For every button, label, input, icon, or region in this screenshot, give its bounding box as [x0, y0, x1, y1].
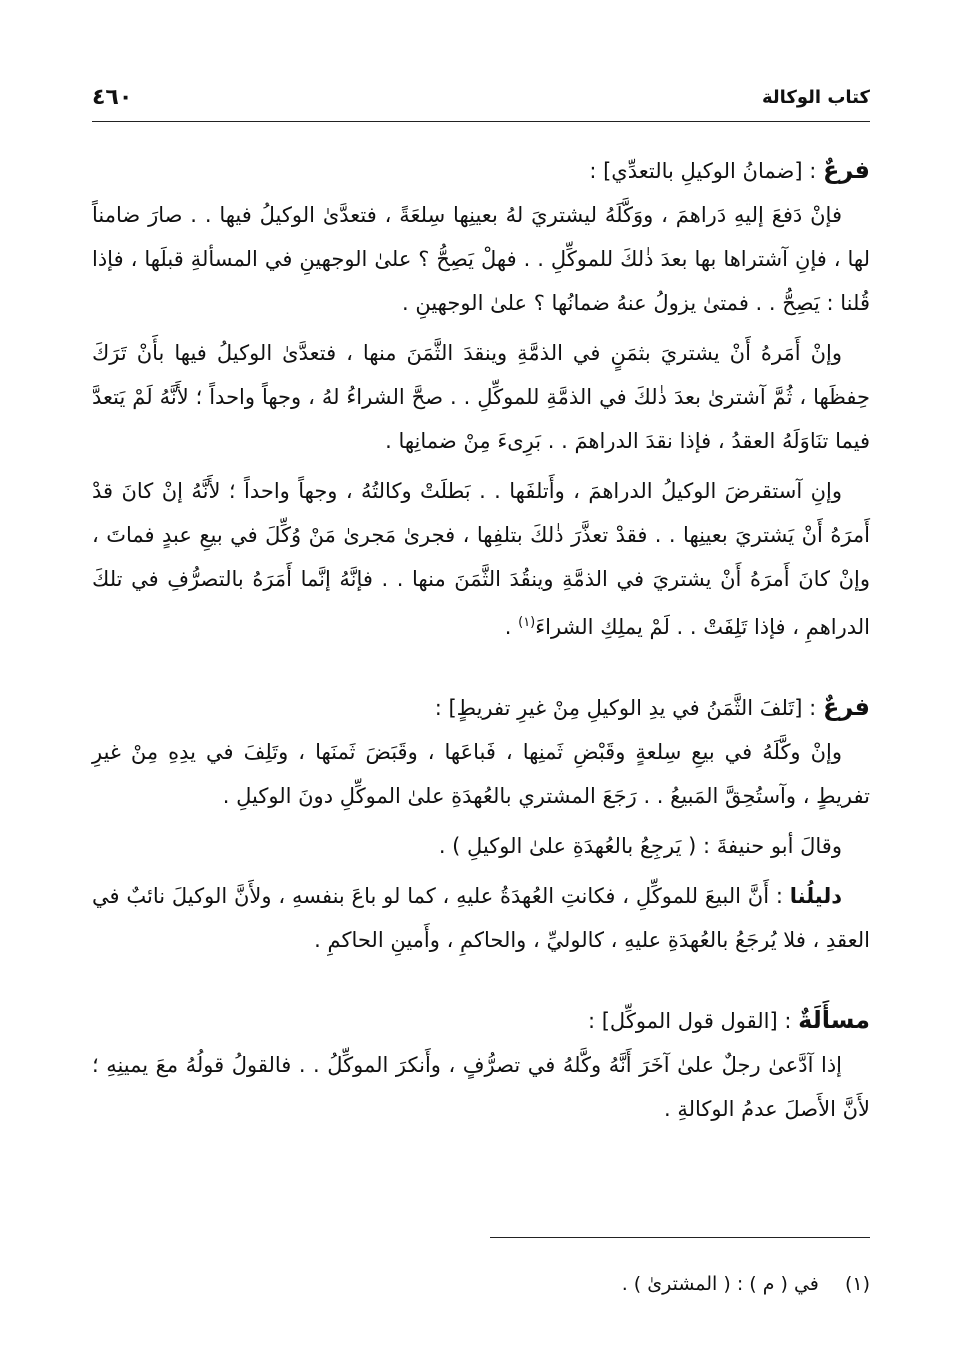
section-heading — [92, 685, 870, 730]
paragraph-text: : أَنَّ البيعَ للموكِّلِ ، فكانتِ العُهدَةُ عليهِ ، كما لو باعَ بنفسهِ ، ولأَنَّ الوكيلَ نائبٌ في العقدِ ، فلا يُرجَعُ بالعُهدَةِ عليهِ ، كالوليِّ ، والحاكمِ ، وأَمينِ الحاكمِ . — [92, 884, 870, 952]
page-number: ٤٦٠ — [92, 84, 133, 110]
running-header — [92, 82, 870, 112]
section-title: : [تَلفَ الثَّمَنُ في يدِ الوكيلِ مِنْ غيرِ تفريطٍ] : — [434, 696, 817, 720]
footnote-divider — [490, 1237, 870, 1238]
section-heading — [92, 148, 870, 193]
header-divider — [92, 121, 870, 122]
paragraph — [92, 874, 870, 962]
footnote — [92, 1268, 870, 1300]
paragraph: وإنْ أَمَرهُ أَنْ يشتريَ بثمَنٍ في الذمَّةِ وينقدَ الثَّمَنَ منها ، فتعدَّىٰ الوكيلُ فيها بأَنْ تَرَكَ حِفظَها ، ثُمَّ آشترىٰ بعدَ ذٰلكَ في الذمَّةِ للموكِّلِ . . صحَّ الشراءُ لهُ ، وجهاً واحداً ؛ لأَنَّهُ لَمْ يَتعدَّ فيما تنَاوَلَهُ العقدُ ، فإذا نقدَ الدراهمَ . . بَرِىءَ مِنْ ضمانِها . — [92, 341, 870, 453]
footnote-marker: (١) — [518, 615, 536, 630]
paragraph-end: . — [504, 615, 519, 639]
paragraph — [92, 469, 870, 649]
section-gap — [92, 968, 870, 998]
paragraph: وإنْ وكَّلَهُ في بيعِ سِلعةٍ وقَبْضِ ثَمنِها ، فَباعَها ، وقَبَضَ ثَمنَها ، وتَلِفَ في يدِهِ مِنْ غيرِ تفريطٍ ، وآستُحِقَّ المَبيعُ . . رَجَعَ المشتري بالعُهدَةِ علىٰ الموكِّلِ دونَ الوكيلِ . — [92, 740, 870, 808]
section-tag: مسأَلَةٌ — [798, 1006, 870, 1034]
section-heading — [92, 998, 870, 1043]
book-title: كتاب الوكالة — [761, 86, 870, 108]
section-title: : [ضمانُ الوكيلِ بالتعدِّي] : — [589, 159, 817, 183]
paragraph: وقالَ أبو حنيفةَ : ( يَرجِعُ بالعُهدَةِ علىٰ الوكيلِ ) . — [438, 834, 842, 858]
section-title: : [القول قول الموكِّل] : — [587, 1009, 792, 1033]
section-tag: فرعٌ — [822, 156, 870, 184]
paragraph-lead: دليلُنا — [789, 884, 842, 908]
paragraph-text: وإنِ آستقرضَ الوكيلُ الدراهمَ ، وأَتلفَها . . بَطلَتْ وكالتُهُ ، وجهاً واحداً ؛ لأَنَّهُ إنْ كانَ قدْ أَمرَهُ أَنْ يَشتريَ بعينِها . . فقدْ تعذَّرَ ذٰلكَ بتلفِها ، فجرىٰ مَجرىٰ مَنْ وُكِّلَ في بيعِ عبدٍ فماتَ ، وإنْ كانَ أَمرَهُ أَنْ يشتريَ في الذمَّةِ وينقُدَ الثَّمَنَ منها . . فإنَّهُ إنَّما أَمَرَهُ بالتصرُّفِ في تلكَ الدراهمِ ، فإذا تَلِفَتْ . . لَمْ يملِكِ الشراءَ — [92, 479, 870, 639]
section-gap — [92, 655, 870, 685]
paragraph: إذا آدَّعىٰ رجلٌ علىٰ آخَرَ أَنَّهُ وكَّلهُ في تصرُّفٍ ، وأَنكرَ الموكِّلُ . . فالقولُ قولُهُ معَ يمينِهِ ؛ لأَنَّ الأَصلَ عدمُ الوكالةِ . — [92, 1053, 870, 1121]
section-tag: فرعٌ — [822, 693, 870, 721]
page-body — [92, 148, 870, 1137]
footnote-text: في ( م ) : ( المشترىٰ ) . — [621, 1273, 819, 1295]
document-page — [92, 0, 870, 1364]
footnote-number: (١) — [844, 1273, 870, 1295]
paragraph: فإنْ دَفعَ إليهِ دَراهمَ ، ووَكَّلَهُ ليشتريَ لهُ بعينِها سِلعَةً ، فتعدَّىٰ الوكيلُ فيها . . صارَ ضامناً لها ، فإنِ آشتراها بها بعدَ ذٰلكَ للموكِّلِ . . فهلْ يَصِحُّ ؟ علىٰ الوجهينِ في المسألةِ قبلَها ، فإذا قُلنا : يَصِحُّ . . فمتىٰ يزولُ عنهُ ضمانُها ؟ علىٰ الوجهينِ . — [92, 203, 870, 315]
